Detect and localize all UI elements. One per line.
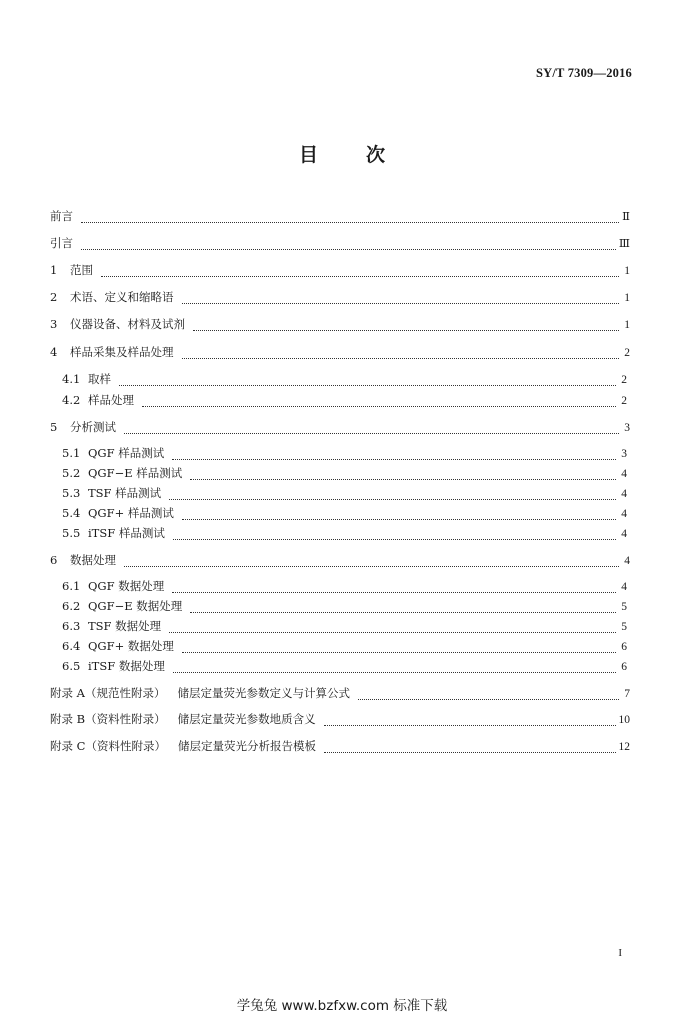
toc-entry-title: QGF−E 数据处理 (88, 599, 183, 613)
toc-entry-page: 12 (618, 741, 630, 753)
toc-entry-title: 术语、定义和缩略语 (70, 290, 174, 304)
toc-leader-dots (169, 620, 616, 633)
toc-entry-title: 引言 (50, 236, 73, 250)
toc-entry-title: QGF+ 数据处理 (88, 639, 174, 653)
toc-entry-page: 1 (624, 265, 630, 277)
toc-entry-number: 4.1 (62, 372, 81, 386)
page-title (0, 140, 684, 167)
toc-leader-dots (324, 740, 616, 753)
toc-entry-title: QGF−E 样品测试 (88, 466, 183, 480)
toc-entry-number: 附录 A (50, 686, 85, 700)
toc-entry-page: 2 (621, 374, 627, 386)
toc-entry-page: 2 (621, 395, 627, 407)
toc-entry-page: 4 (621, 468, 627, 480)
toc-entry-number: 5.3 (62, 486, 81, 500)
toc-entry-title: 数据处理 (70, 553, 116, 567)
toc-entry-title: 分析测试 (70, 420, 116, 434)
toc-leader-dots (324, 713, 616, 726)
toc-entry[interactable] (62, 445, 627, 463)
toc-entry-number: 5.2 (62, 466, 81, 480)
toc-entry[interactable] (50, 262, 630, 280)
toc-leader-dots (182, 507, 616, 520)
toc-leader-dots (124, 554, 619, 567)
toc-entry[interactable] (62, 638, 627, 656)
toc-entry-page: 1 (624, 319, 630, 331)
toc-entry-number: 6.4 (62, 639, 81, 653)
toc-entry-title: QGF 样品测试 (88, 446, 165, 460)
toc-leader-dots (142, 394, 616, 407)
toc-leader-dots (173, 527, 616, 540)
toc-leader-dots (182, 346, 620, 359)
standard-code: SY/T 7309—2016 (536, 66, 632, 80)
toc-entry-number: 5 (50, 420, 58, 434)
toc-leader-dots (101, 264, 619, 277)
toc-leader-dots (190, 467, 616, 480)
toc-leader-dots (173, 660, 616, 673)
toc-entry[interactable] (62, 658, 627, 676)
toc-entry-page: 4 (621, 581, 627, 593)
toc-leader-dots (182, 291, 620, 304)
toc-entry-number: 2 (50, 290, 58, 304)
toc-entry[interactable] (50, 419, 630, 437)
page-number: I (618, 947, 622, 959)
toc-entry-page: 2 (624, 347, 630, 359)
toc-entry[interactable] (50, 738, 630, 756)
toc-leader-dots (169, 487, 616, 500)
toc-leader-dots (124, 421, 619, 434)
toc-entry[interactable] (62, 618, 627, 636)
toc-entry-number: 6.5 (62, 659, 81, 673)
toc-entry-title: TSF 数据处理 (88, 619, 162, 633)
toc-entry-title: iTSF 样品测试 (88, 526, 165, 540)
toc-entry-number: 3 (50, 317, 58, 331)
toc-entry-title: 储层定量荧光参数地质含义 (177, 712, 316, 726)
toc-entry-number: 6 (50, 553, 58, 567)
toc-entry-number: 5.1 (62, 446, 81, 460)
toc-leader-dots (119, 373, 616, 386)
toc-entry-number: 附录 B (50, 712, 86, 726)
toc-entry[interactable] (50, 316, 630, 334)
toc-entry[interactable] (62, 598, 627, 616)
toc-entry[interactable] (62, 525, 627, 543)
toc-entry[interactable] (62, 578, 627, 596)
toc-leader-dots (172, 447, 616, 460)
toc-entry-number: 6.1 (62, 579, 81, 593)
toc-entry-title: 仪器设备、材料及试剂 (70, 317, 185, 331)
toc-entry-appendix-type: （资料性附录） (85, 712, 166, 726)
toc-leader-dots (193, 318, 619, 331)
toc-entry[interactable] (50, 289, 630, 307)
toc-entry-page: Ⅱ (622, 211, 630, 223)
toc-entry[interactable] (50, 711, 630, 729)
toc-entry-page: 5 (621, 621, 627, 633)
toc-entry[interactable] (50, 344, 630, 362)
toc-entry[interactable] (62, 465, 627, 483)
toc-entry-number: 6.3 (62, 619, 81, 633)
toc-entry[interactable] (50, 685, 630, 703)
footer-watermark: 学兔兔 www.bzfxw.com 标准下载 (236, 998, 448, 1014)
toc-entry-page: 7 (624, 688, 630, 700)
toc-entry-appendix-type: （资料性附录） (85, 739, 166, 753)
toc-entry-title: 样品采集及样品处理 (70, 345, 174, 359)
toc-entry-title: 前言 (50, 209, 73, 223)
toc-entry[interactable] (50, 235, 630, 253)
toc-entry-page: 4 (621, 508, 627, 520)
toc-entry-title: 取样 (88, 372, 111, 386)
toc-entry[interactable] (62, 392, 627, 410)
title-char-1: 目 (298, 144, 318, 166)
toc-entry[interactable] (62, 485, 627, 503)
toc-entry-page: 1 (624, 292, 630, 304)
toc-entry-number: 4 (50, 345, 58, 359)
toc-entry-appendix-type: （规范性附录） (84, 686, 166, 700)
toc-entry-page: 5 (621, 601, 627, 613)
toc-entry-page: 4 (621, 528, 627, 540)
toc-entry-title: QGF+ 样品测试 (88, 506, 174, 520)
toc-entry-page: 3 (621, 448, 627, 460)
toc-entry[interactable] (50, 552, 630, 570)
toc-entry-number: 6.2 (62, 599, 81, 613)
toc-entry[interactable] (50, 208, 630, 226)
toc-leader-dots (358, 687, 619, 700)
toc-entry-page: 3 (624, 422, 630, 434)
toc-entry-title: 储层定量荧光分析报告模板 (177, 739, 316, 753)
toc-entry-number: 5.5 (62, 526, 81, 540)
toc-entry-number: 4.2 (62, 393, 81, 407)
toc-entry-title: 样品处理 (88, 393, 134, 407)
toc-entry-title: 储层定量荧光参数定义与计算公式 (177, 686, 350, 700)
toc-entry[interactable] (62, 371, 627, 389)
toc-entry-number: 5.4 (62, 506, 81, 520)
toc-entry-title: QGF 数据处理 (88, 579, 165, 593)
toc-leader-dots (81, 237, 616, 250)
toc-entry-page: Ⅲ (618, 238, 630, 250)
toc-leader-dots (172, 580, 616, 593)
toc-entry-page: 4 (621, 488, 627, 500)
toc-entry-page: 6 (621, 661, 627, 673)
title-char-2: 次 (366, 144, 386, 166)
toc-leader-dots (190, 600, 616, 613)
toc-entry-number: 1 (50, 263, 58, 277)
toc-entry-title: iTSF 数据处理 (88, 659, 165, 673)
toc-entry-page: 6 (621, 641, 627, 653)
toc-leader-dots (182, 640, 616, 653)
toc-entry-page: 4 (624, 555, 630, 567)
toc-leader-dots (81, 210, 619, 223)
toc-entry-title: TSF 样品测试 (88, 486, 162, 500)
toc-entry-page: 10 (618, 714, 630, 726)
toc-entry-title: 范围 (70, 263, 93, 277)
toc-entry-number: 附录 C (50, 739, 86, 753)
toc-entry[interactable] (62, 505, 627, 523)
